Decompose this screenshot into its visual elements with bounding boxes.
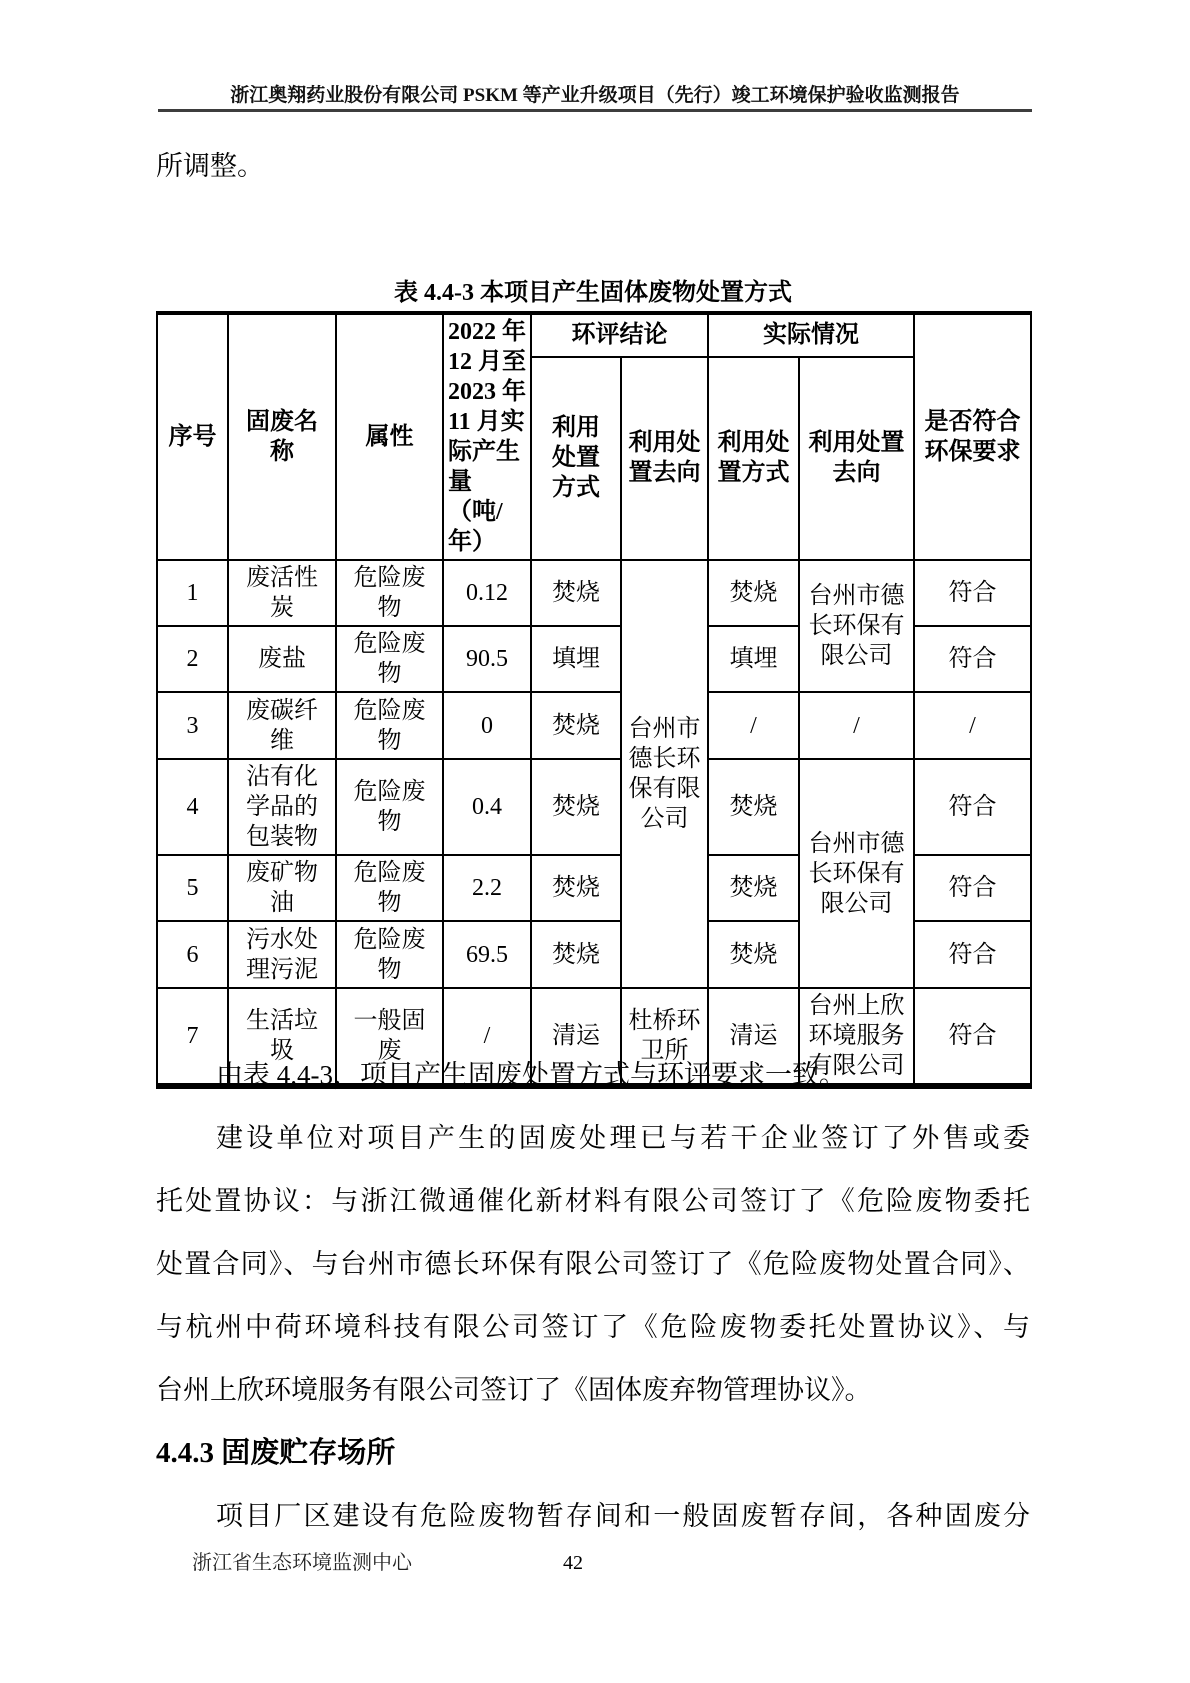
cell-eia-method: 焚烧 — [531, 759, 621, 855]
table-row — [157, 759, 1031, 855]
col-header-amount: 2022 年 12 月至 2023 年 11 月实际产生量（吨/年） — [443, 313, 531, 560]
col-header-actual-method: 利用处置方式 — [708, 357, 799, 560]
cell-seq: 1 — [157, 560, 228, 626]
cell-name: 污水处理污泥 — [228, 921, 336, 988]
body-text — [156, 1044, 1030, 1548]
cell-actual-method: 焚烧 — [708, 921, 799, 988]
cell-seq: 4 — [157, 759, 228, 855]
cell-attr: 危险废物 — [336, 921, 443, 988]
col-header-name: 固废名称 — [228, 313, 336, 560]
running-header: 浙江奥翔药业股份有限公司 PSKM 等产业升级项目（先行）竣工环境保护验收监测报告 — [230, 85, 960, 106]
cell-eia-method: 焚烧 — [531, 692, 621, 759]
cell-comply: 符合 — [914, 560, 1031, 626]
cell-actual-method: 焚烧 — [708, 560, 799, 626]
cell-eia-dest: 杜桥环卫所 — [621, 988, 708, 1086]
table-row — [157, 560, 1031, 626]
col-header-eia-dest: 利用处置去向 — [621, 357, 708, 560]
cell-name: 废活性炭 — [228, 560, 336, 626]
cell-seq: 5 — [157, 855, 228, 921]
cell-actual-dest: / — [799, 692, 914, 759]
cell-seq: 3 — [157, 692, 228, 759]
cell-actual-dest-merged: 台州市德长环保有限公司 — [799, 560, 914, 692]
cell-amount: 0.4 — [443, 759, 531, 855]
paragraph-line: 与杭州中荷环境科技有限公司签订了《危险废物委托处置协议》、与 — [156, 1312, 1030, 1342]
footer-organization: 浙江省生态环境监测中心 — [192, 1552, 412, 1574]
cell-eia-method: 焚烧 — [531, 921, 621, 988]
cell-comply: 符合 — [914, 921, 1031, 988]
cell-amount: 0.12 — [443, 560, 531, 626]
cell-attr: 危险废物 — [336, 692, 443, 759]
col-group-eia: 环评结论 — [531, 313, 708, 357]
cell-eia-method: 焚烧 — [531, 560, 621, 626]
cell-name: 沾有化学品的包装物 — [228, 759, 336, 855]
cell-eia-method: 填埋 — [531, 626, 621, 692]
cell-amount: 2.2 — [443, 855, 531, 921]
cell-name: 废碳纤维 — [228, 692, 336, 759]
page-number: 42 — [563, 1552, 583, 1574]
cell-seq: 6 — [157, 921, 228, 988]
cell-eia-dest-merged: 台州市德长环保有限公司 — [621, 560, 708, 988]
page-footer — [156, 1548, 1030, 1578]
paragraph-line: 项目厂区建设有危险废物暂存间和一般固废暂存间，各种固废分 — [216, 1501, 1030, 1531]
cell-name: 生活垃圾 — [228, 988, 336, 1086]
cell-actual-dest: 台州上欣环境服务有限公司 — [799, 988, 914, 1086]
paragraph-line: 建设单位对项目产生的固废处理已与若干企业签订了外售或委 — [216, 1123, 1030, 1153]
cell-actual-method: / — [708, 692, 799, 759]
table-header-row-groups — [157, 313, 1031, 357]
cell-seq: 2 — [157, 626, 228, 692]
cell-amount: / — [443, 988, 531, 1086]
cell-seq: 7 — [157, 988, 228, 1086]
cell-actual-method: 焚烧 — [708, 759, 799, 855]
cell-attr: 一般固废 — [336, 988, 443, 1086]
cell-amount: 69.5 — [443, 921, 531, 988]
table-note-line: 由表 4.4-3，项目产生固废处置方式与环评要求一致。 — [216, 1060, 846, 1090]
col-header-attr: 属性 — [336, 313, 443, 560]
col-header-seq: 序号 — [157, 313, 228, 560]
cell-attr: 危险废物 — [336, 560, 443, 626]
cell-amount: 90.5 — [443, 626, 531, 692]
waste-disposal-table — [156, 311, 1032, 1089]
col-header-eia-method: 利用处置方式 — [531, 357, 621, 560]
cell-attr: 危险废物 — [336, 626, 443, 692]
header-rule — [158, 109, 1032, 112]
paragraph-line: 台州上欣环境服务有限公司签订了《固体废弃物管理协议》。 — [156, 1375, 872, 1405]
cell-actual-dest-merged: 台州市德长环保有限公司 — [799, 759, 914, 988]
cell-comply: 符合 — [914, 759, 1031, 855]
cell-amount: 0 — [443, 692, 531, 759]
cell-comply: 符合 — [914, 855, 1031, 921]
col-header-comply: 是否符合环保要求 — [914, 313, 1031, 560]
cell-name: 废矿物油 — [228, 855, 336, 921]
cell-name: 废盐 — [228, 626, 336, 692]
cell-attr: 危险废物 — [336, 759, 443, 855]
table-row — [157, 692, 1031, 759]
paragraph-line: 处置合同》、与台州市德长环保有限公司签订了《危险废物处置合同》、 — [156, 1249, 1030, 1279]
cell-eia-method: 清运 — [531, 988, 621, 1086]
cell-comply: 符合 — [914, 626, 1031, 692]
cell-eia-method: 焚烧 — [531, 855, 621, 921]
cell-comply: / — [914, 692, 1031, 759]
cell-actual-method: 填埋 — [708, 626, 799, 692]
cell-attr: 危险废物 — [336, 855, 443, 921]
table-caption: 表 4.4-3 本项目产生固体废物处置方式 — [394, 280, 792, 306]
section-heading: 4.4.3 固废贮存场所 — [156, 1437, 396, 1469]
leading-paragraph-fragment: 所调整。 — [156, 151, 264, 181]
cell-comply: 符合 — [914, 988, 1031, 1086]
paragraph-line: 托处置协议：与浙江微通催化新材料有限公司签订了《危险废物委托 — [156, 1186, 1030, 1216]
col-group-actual: 实际情况 — [708, 313, 914, 357]
cell-actual-method: 焚烧 — [708, 855, 799, 921]
col-header-actual-dest: 利用处置去向 — [799, 357, 914, 560]
cell-actual-method: 清运 — [708, 988, 799, 1086]
